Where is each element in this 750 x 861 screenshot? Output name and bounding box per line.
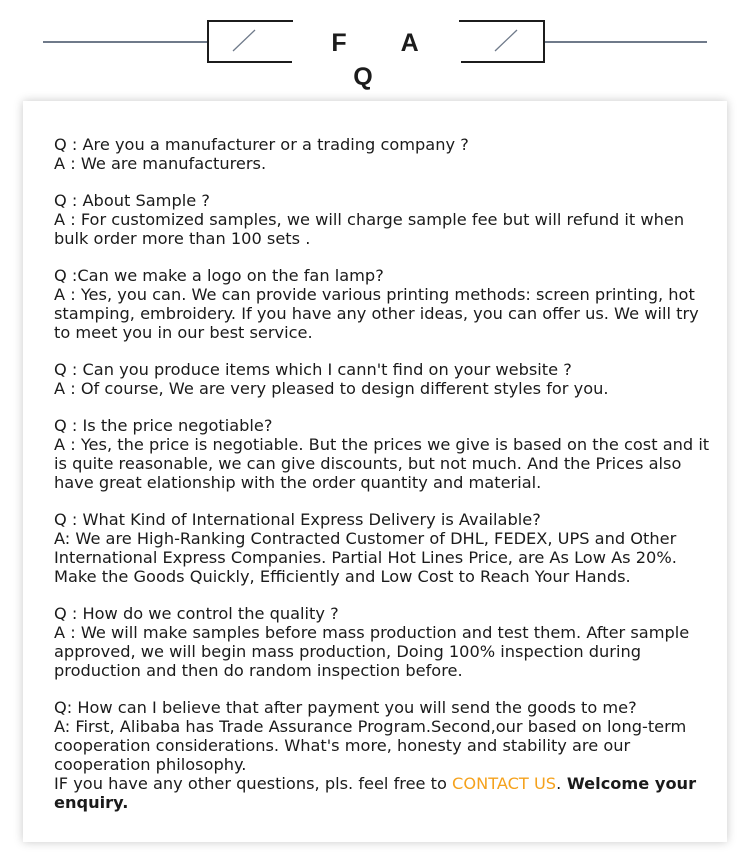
- closing-text: IF you have any other questions, pls. feel free to: [54, 774, 453, 793]
- faq-card: [23, 101, 727, 842]
- welcome-text: Welcome your enquiry.: [54, 774, 697, 812]
- slash-accent-left: [233, 30, 255, 51]
- faq-question: Q : Is the price negotiable?: [54, 416, 273, 435]
- faq-item: [54, 135, 714, 173]
- faq-item: [54, 360, 714, 398]
- faq-item: [54, 510, 714, 586]
- faq-question: Q: How can I believe that after payment you will send the goods to me?: [54, 698, 637, 717]
- faq-question: Q : About Sample ?: [54, 191, 210, 210]
- contact-us-link[interactable]: CONTACT US: [452, 774, 557, 793]
- faq-item: [54, 698, 714, 774]
- page-title: F A Q: [331, 29, 443, 91]
- faq-list: [54, 135, 714, 812]
- faq-answer: A : We are manufacturers.: [54, 154, 267, 173]
- header-line-right: [544, 41, 707, 43]
- faq-question: Q : Are you a manufacturer or a trading company ?: [54, 135, 469, 154]
- faq-item: [54, 604, 714, 680]
- slash-accent-right: [495, 30, 517, 51]
- faq-question: Q : How do we control the quality ?: [54, 604, 339, 623]
- faq-header: [0, 0, 750, 90]
- faq-answer: A : Yes, you can. We can provide various printing methods: screen printing, hot stamping, embroidery. If you have any other ideas, you can offer us. We will try to meet you in our best service.: [54, 285, 699, 342]
- header-line-left: [43, 41, 208, 43]
- closing-message: [54, 774, 714, 812]
- faq-answer: A : For customized samples, we will charge sample fee but will refund it when bulk order more than 100 sets .: [54, 210, 685, 248]
- faq-answer: A: First, Alibaba has Trade Assurance Program.Second,our based on long-term cooperation considerations. What's more, honesty and stability are our cooperation philosophy.: [54, 717, 687, 774]
- faq-item: [54, 191, 714, 248]
- faq-item: [54, 266, 714, 342]
- faq-question: Q :Can we make a logo on the fan lamp?: [54, 266, 384, 285]
- faq-answer: A : Of course, We are very pleased to design different styles for you.: [54, 379, 609, 398]
- faq-answer: A : We will make samples before mass production and test them. After sample approved, we will begin mass production, Doing 100% inspection during production and then do random inspection before.: [54, 623, 690, 680]
- faq-question: Q : What Kind of International Express Delivery is Available?: [54, 510, 541, 529]
- faq-answer: A : Yes, the price is negotiable. But the prices we give is based on the cost and it is quite reasonable, we can give discounts, but not much. And the Prices also have great elationship with the order quantity and material.: [54, 435, 710, 492]
- faq-answer: A: We are High-Ranking Contracted Customer of DHL, FEDEX, UPS and Other International Express Companies. Partial Hot Lines Price, are As Low As 20%. Make the Goods Quickly, Efficiently and Low Cost to Reach Your Hands.: [54, 529, 677, 586]
- faq-question: Q : Can you produce items which I cann't find on your website ?: [54, 360, 572, 379]
- closing-period: .: [556, 774, 562, 793]
- faq-item: [54, 416, 714, 492]
